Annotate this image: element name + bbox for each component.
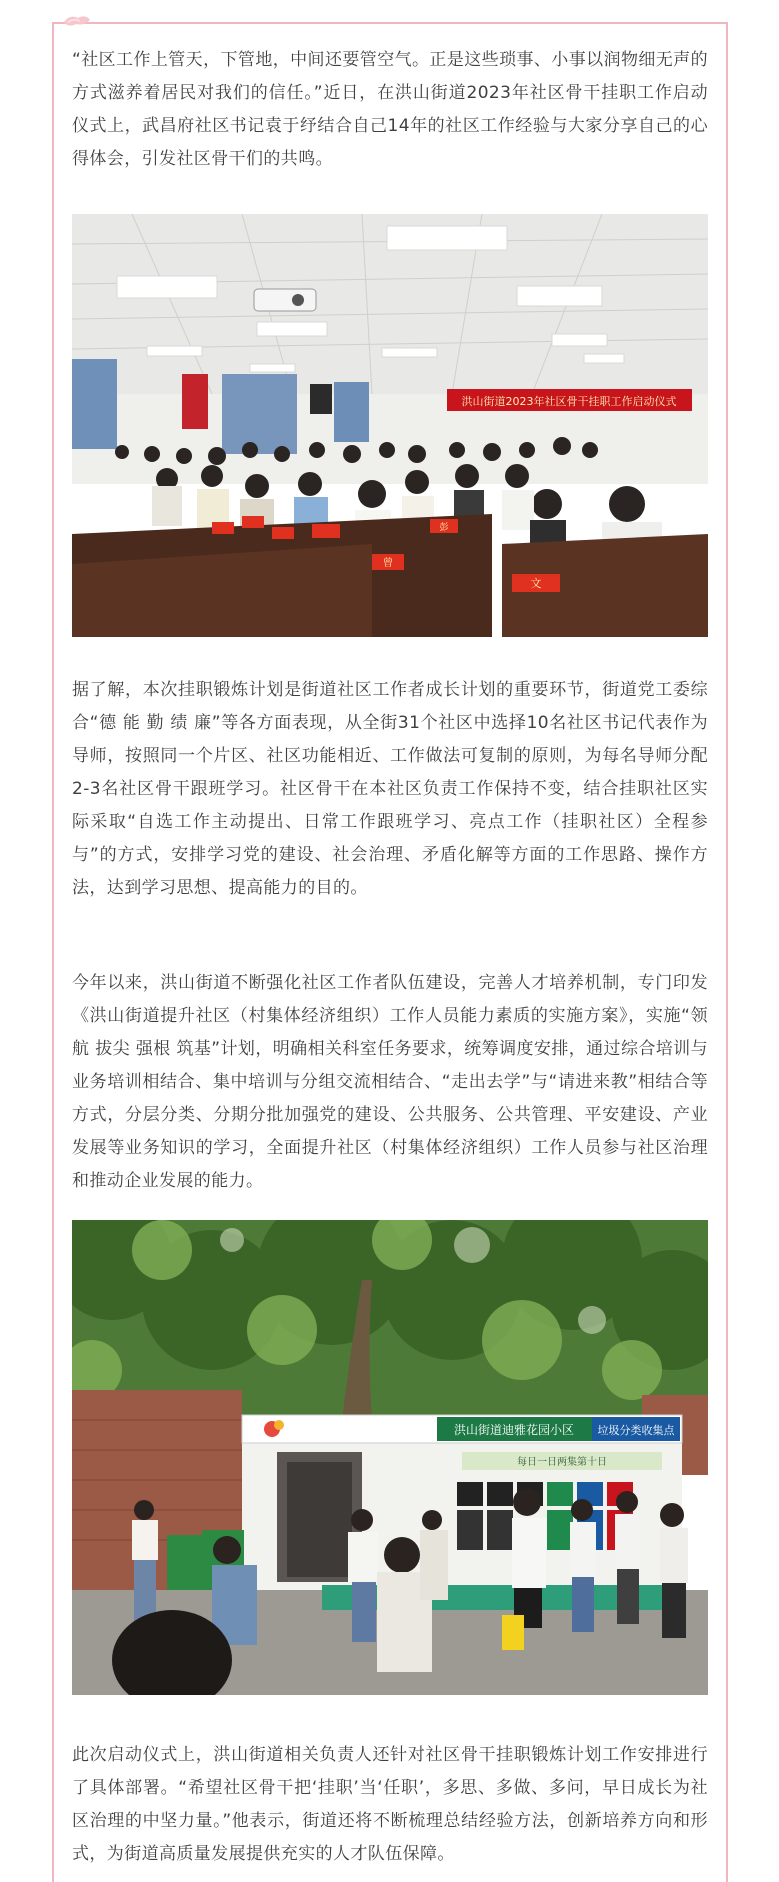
station-sign-right: 垃圾分类收集点 — [597, 1424, 675, 1437]
station-sign-left: 洪山街道迪雅花园小区 — [453, 1423, 575, 1437]
article-paragraph-2: 据了解，本次挂职锻炼计划是街道社区工作者成长计划的重要环节，街道党工委综合“德 能 勤 绩 廉”等各方面表现，从全街31个社区中选择10名社区书记代表作为导师，按照同一个片区、社区功能相近、工作做法可复制的原则，为每名导师分配2-3名社区骨干跟班学习。社区骨干在本社区负责工作保持不变，结合挂职社区实际采取“自选工作主动提出、日常工作跟班学习、亮点工作（挂职社区）全程参与”的方式，安排学习党的建设、社会治理、矛盾化解等方面的工作思路、操作方法，达到学习思想、提高能力的目的。 — [72, 680, 708, 898]
nameplate-2: 彭 — [439, 523, 449, 533]
corner-ribbon-icon — [62, 12, 92, 32]
article-paragraph-1: “社区工作上管天，下管地，中间还要管空气。正是这些琐事、小事以润物细无声的方式滋养着居民对我们的信任。”近日，在洪山街道2023年社区骨干挂职工作启动仪式上，武昌府社区书记袁于纾结合自己14年的社区工作经验与大家分享自己的心得体会，引发社区骨干们的共鸣。 — [72, 50, 708, 169]
article-paragraph-4: 此次启动仪式上，洪山街道相关负责人还针对社区骨干挂职锻炼计划工作安排进行了具体部署。“希望社区骨干把‘挂职’当‘任职’，多思、多做、多问，早日成长为社区治理的中坚力量。”他表示，街道还将不断梳理总结经验方法，创新培养方向和形式，为街道高质量发展提供充实的人才队伍保障。 — [72, 1745, 708, 1864]
meeting-banner-text: 洪山街道2023年社区骨干挂职工作启动仪式 — [461, 395, 677, 408]
meeting-room-photo — [72, 214, 708, 637]
garbage-station-visit-photo — [72, 1220, 708, 1695]
station-schedule: 每日一日两集第十日 — [517, 1457, 607, 1468]
nameplate-1: 曾 — [383, 558, 393, 569]
nameplate-3: 文 — [530, 577, 542, 590]
article-paragraph-3: 今年以来，洪山街道不断强化社区工作者队伍建设，完善人才培养机制，专门印发《洪山街道提升社区（村集体经济组织）工作人员能力素质的实施方案》，实施“领航 拔尖 强根 筑基”计划，明确相关科室任务要求，统筹调度安排，通过综合培训与业务培训相结合、集中培训与分组交流相结合、“走出去学”与“请进来教”相结合等方式，分层分类、分期分批加强党的建设、公共服务、公共管理、平安建设、产业发展等业务知识的学习，全面提升社区（村集体经济组织）工作人员参与社区治理和推动企业发展的能力。 — [72, 973, 708, 1191]
